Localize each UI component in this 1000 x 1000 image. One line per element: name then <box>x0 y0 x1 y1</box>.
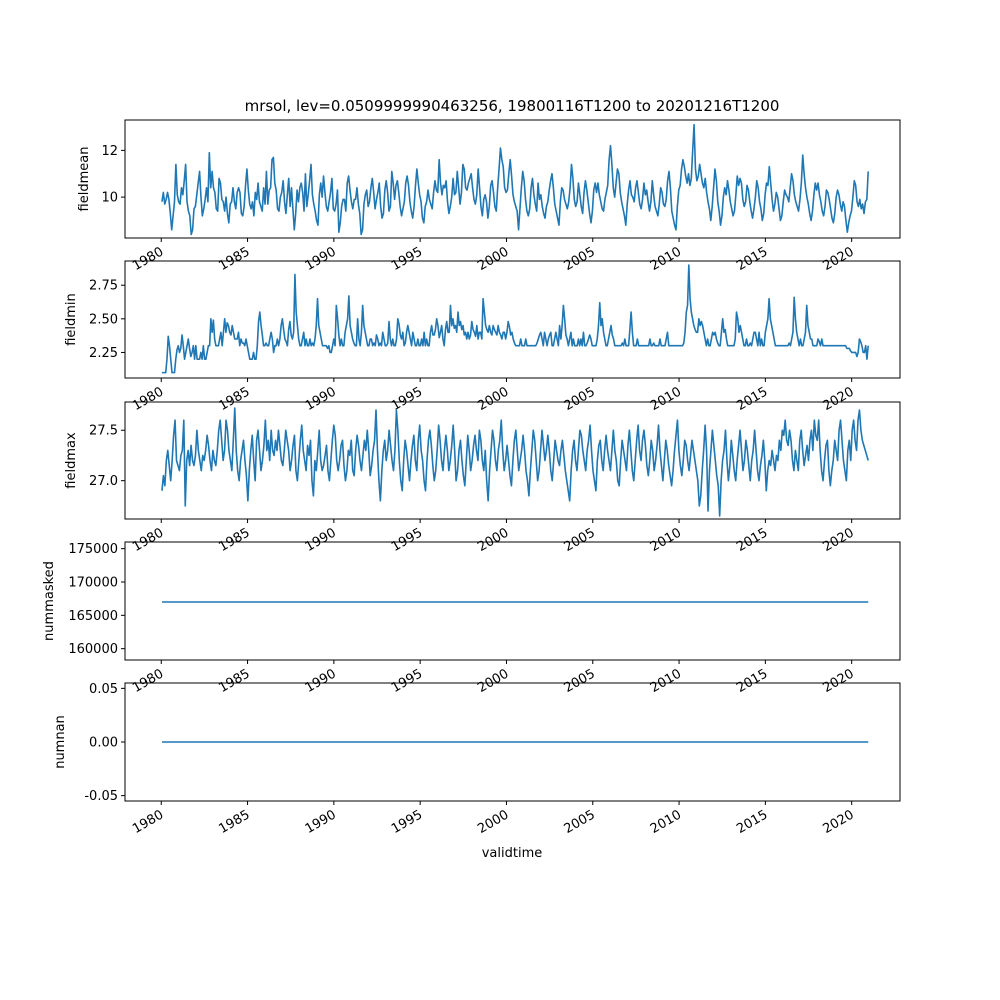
y-tick-label: 27.5 <box>89 423 118 439</box>
x-tick-label: 2005 <box>561 384 598 415</box>
x-tick-label: 2010 <box>647 666 685 697</box>
y-tick-label: 2.75 <box>89 278 118 294</box>
x-tick-label: 1980 <box>130 666 167 697</box>
panel-nummasked <box>42 542 900 696</box>
y-tick-label: 160000 <box>68 642 118 658</box>
x-tick-label: 1995 <box>388 666 426 697</box>
series-line-fieldmean <box>162 125 868 235</box>
x-tick-label: 1990 <box>302 666 339 697</box>
y-tick-label: 10 <box>101 190 118 206</box>
x-tick-label: 1990 <box>302 807 339 838</box>
y-tick-label: 175000 <box>68 542 118 558</box>
x-axis-label: validtime <box>481 846 543 861</box>
x-tick-label: 1985 <box>216 525 253 556</box>
x-tick-label: 2005 <box>561 525 598 556</box>
x-tick-label: 2010 <box>647 384 685 415</box>
axes-frame <box>125 261 900 378</box>
y-axis-label: fieldmean <box>77 146 92 212</box>
y-tick-label: -0.05 <box>84 789 118 805</box>
y-tick-label: 12 <box>101 143 118 159</box>
x-tick-label: 2015 <box>734 384 771 415</box>
x-tick-label: 1980 <box>130 525 167 556</box>
x-tick-label: 1985 <box>216 666 253 697</box>
x-tick-label: 2020 <box>820 525 857 556</box>
y-tick-label: 2.50 <box>89 312 118 328</box>
x-tick-label: 1980 <box>130 384 167 415</box>
x-tick-label: 2015 <box>734 244 771 275</box>
x-tick-label: 2010 <box>647 244 685 275</box>
x-tick-label: 2015 <box>734 807 771 838</box>
x-tick-label: 2015 <box>734 525 771 556</box>
y-axis-label: fieldmax <box>64 432 79 489</box>
x-tick-label: 1995 <box>388 384 426 415</box>
x-tick-label: 2005 <box>561 666 598 697</box>
x-tick-label: 1985 <box>216 384 253 415</box>
chart-title: mrsol, lev=0.0509999990463256, 19800116T1200 to 20201216T1200 <box>244 97 780 115</box>
subplot-panels <box>42 120 900 837</box>
x-tick-label: 2000 <box>475 666 512 697</box>
y-tick-label: 2.25 <box>89 345 118 361</box>
x-tick-label: 1980 <box>130 807 167 838</box>
x-tick-label: 1995 <box>388 244 426 275</box>
x-tick-label: 2000 <box>475 384 512 415</box>
x-tick-label: 2020 <box>820 807 857 838</box>
x-tick-label: 2020 <box>820 666 857 697</box>
y-tick-label: 0.05 <box>89 681 118 697</box>
y-tick-label: 27.0 <box>89 474 118 490</box>
x-tick-label: 1995 <box>388 525 426 556</box>
y-tick-label: 165000 <box>68 608 118 624</box>
x-tick-label: 1980 <box>130 244 167 275</box>
series-line-fieldmin <box>162 265 868 373</box>
x-tick-label: 1985 <box>216 807 253 838</box>
panel-fieldmean <box>77 120 900 274</box>
x-tick-label: 2020 <box>820 384 857 415</box>
panel-fieldmax <box>64 402 900 558</box>
x-tick-label: 2010 <box>647 807 685 838</box>
x-tick-label: 2015 <box>734 666 771 697</box>
x-tick-label: 2005 <box>561 807 598 838</box>
x-tick-label: 2010 <box>647 525 685 556</box>
series-line-fieldmax <box>162 408 868 516</box>
x-tick-label: 1990 <box>302 525 339 556</box>
x-tick-label: 1995 <box>388 807 426 838</box>
y-tick-label: 170000 <box>68 575 118 591</box>
y-tick-label: 0.00 <box>89 735 118 751</box>
x-tick-label: 2000 <box>475 244 512 275</box>
x-tick-label: 2000 <box>475 525 512 556</box>
x-tick-label: 2000 <box>475 807 512 838</box>
x-tick-label: 2005 <box>561 244 598 275</box>
x-tick-label: 1990 <box>302 384 339 415</box>
y-axis-label: fieldmin <box>64 293 79 346</box>
y-axis-label: nummasked <box>42 561 57 641</box>
x-tick-label: 2020 <box>820 244 857 275</box>
axes-frame <box>125 542 900 660</box>
panel-fieldmin <box>64 261 900 414</box>
panel-numnan <box>53 682 900 837</box>
x-tick-label: 1985 <box>216 244 253 275</box>
y-axis-label: numnan <box>53 715 68 769</box>
x-tick-label: 1990 <box>302 244 339 275</box>
